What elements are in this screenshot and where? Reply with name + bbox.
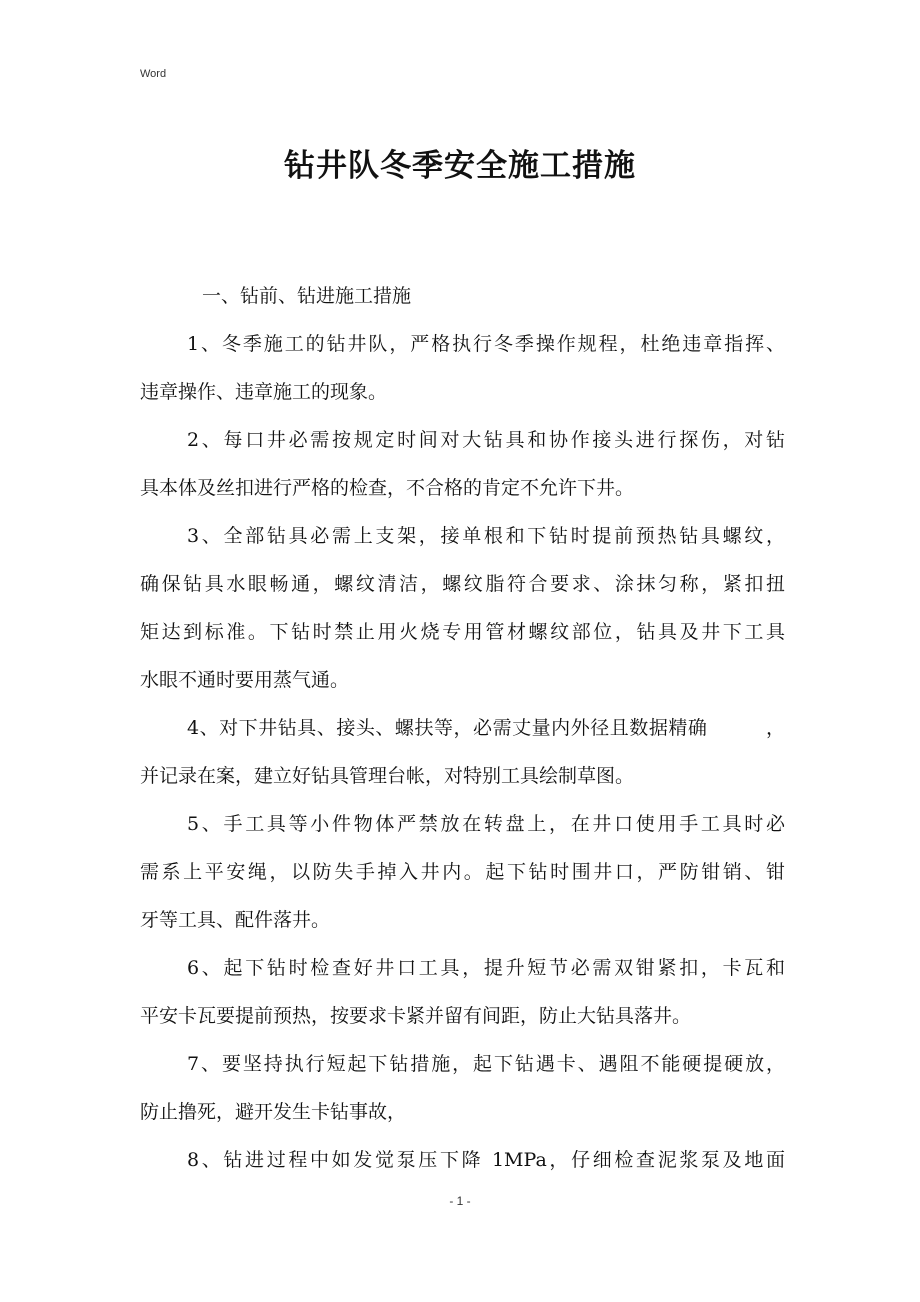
paragraph-line: 确保钻具水眼畅通，螺纹清洁，螺纹脂符合要求、涂抹匀称，紧扣扭 xyxy=(140,573,785,595)
paragraph-line: 8、钻进过程中如发觉泵压下降 1MPa，仔细检查泥浆泵及地面 xyxy=(187,1149,785,1171)
paragraph-line: 4、对下井钻具、接头、螺扶等，必需丈量内外径且数据精确 ， xyxy=(187,717,785,739)
paragraph-line: 1、冬季施工的钻井队，严格执行冬季操作规程，杜绝违章指挥、 xyxy=(187,333,785,355)
paragraph-line: 矩达到标准。下钻时禁止用火烧专用管材螺纹部位，钻具及井下工具 xyxy=(140,621,785,643)
paragraph-7 xyxy=(140,1040,785,1136)
paragraph-line: 防止撸死，避开发生卡钻事故， xyxy=(140,1101,407,1123)
paragraph-line: 5、手工具等小件物体严禁放在转盘上，在井口使用手工具时必 xyxy=(187,813,785,835)
paragraph-6 xyxy=(140,944,785,1040)
paragraph-1 xyxy=(140,320,785,416)
paragraph-line: 水眼不通时要用蒸气通。 xyxy=(140,669,350,691)
header-label: Word xyxy=(140,68,167,80)
paragraph-line: 具本体及丝扣进行严格的检查，不合格的肯定不允许下井。 xyxy=(140,477,635,499)
paragraph-4 xyxy=(140,704,785,800)
paragraph-line: 需系上平安绳，以防失手掉入井内。起下钻时围井口，严防钳销、钳 xyxy=(140,861,785,883)
paragraph-line: 6、起下钻时检查好井口工具，提升短节必需双钳紧扣，卡瓦和 xyxy=(187,957,785,979)
paragraph-line: 违章操作、违章施工的现象。 xyxy=(140,381,388,403)
paragraph-2 xyxy=(140,416,785,512)
page-number: - 1 - xyxy=(449,1194,471,1208)
paragraph-3 xyxy=(140,512,785,704)
paragraph-5 xyxy=(140,800,785,944)
paragraph-line: 3、全部钻具必需上支架，接单根和下钻时提前预热钻具螺纹， xyxy=(187,525,785,547)
paragraph-line: 牙等工具、配件落井。 xyxy=(140,909,331,931)
section-heading: 一、钻前、钻进施工措施 xyxy=(202,285,412,307)
paragraph-line: 7、要坚持执行短起下钻措施，起下钻遇卡、遇阻不能硬提硬放， xyxy=(187,1053,785,1075)
document-title: 钻井队冬季安全施工措施 xyxy=(284,148,636,184)
paragraph-line: 并记录在案，建立好钻具管理台帐，对特别工具绘制草图。 xyxy=(140,765,635,787)
paragraph-line: 平安卡瓦要提前预热，按要求卡紧并留有间距，防止大钻具落井。 xyxy=(140,1005,692,1027)
paragraph-line: 2、每口井必需按规定时间对大钻具和协作接头进行探伤，对钻 xyxy=(187,429,785,451)
paragraph-8 xyxy=(140,1136,785,1184)
